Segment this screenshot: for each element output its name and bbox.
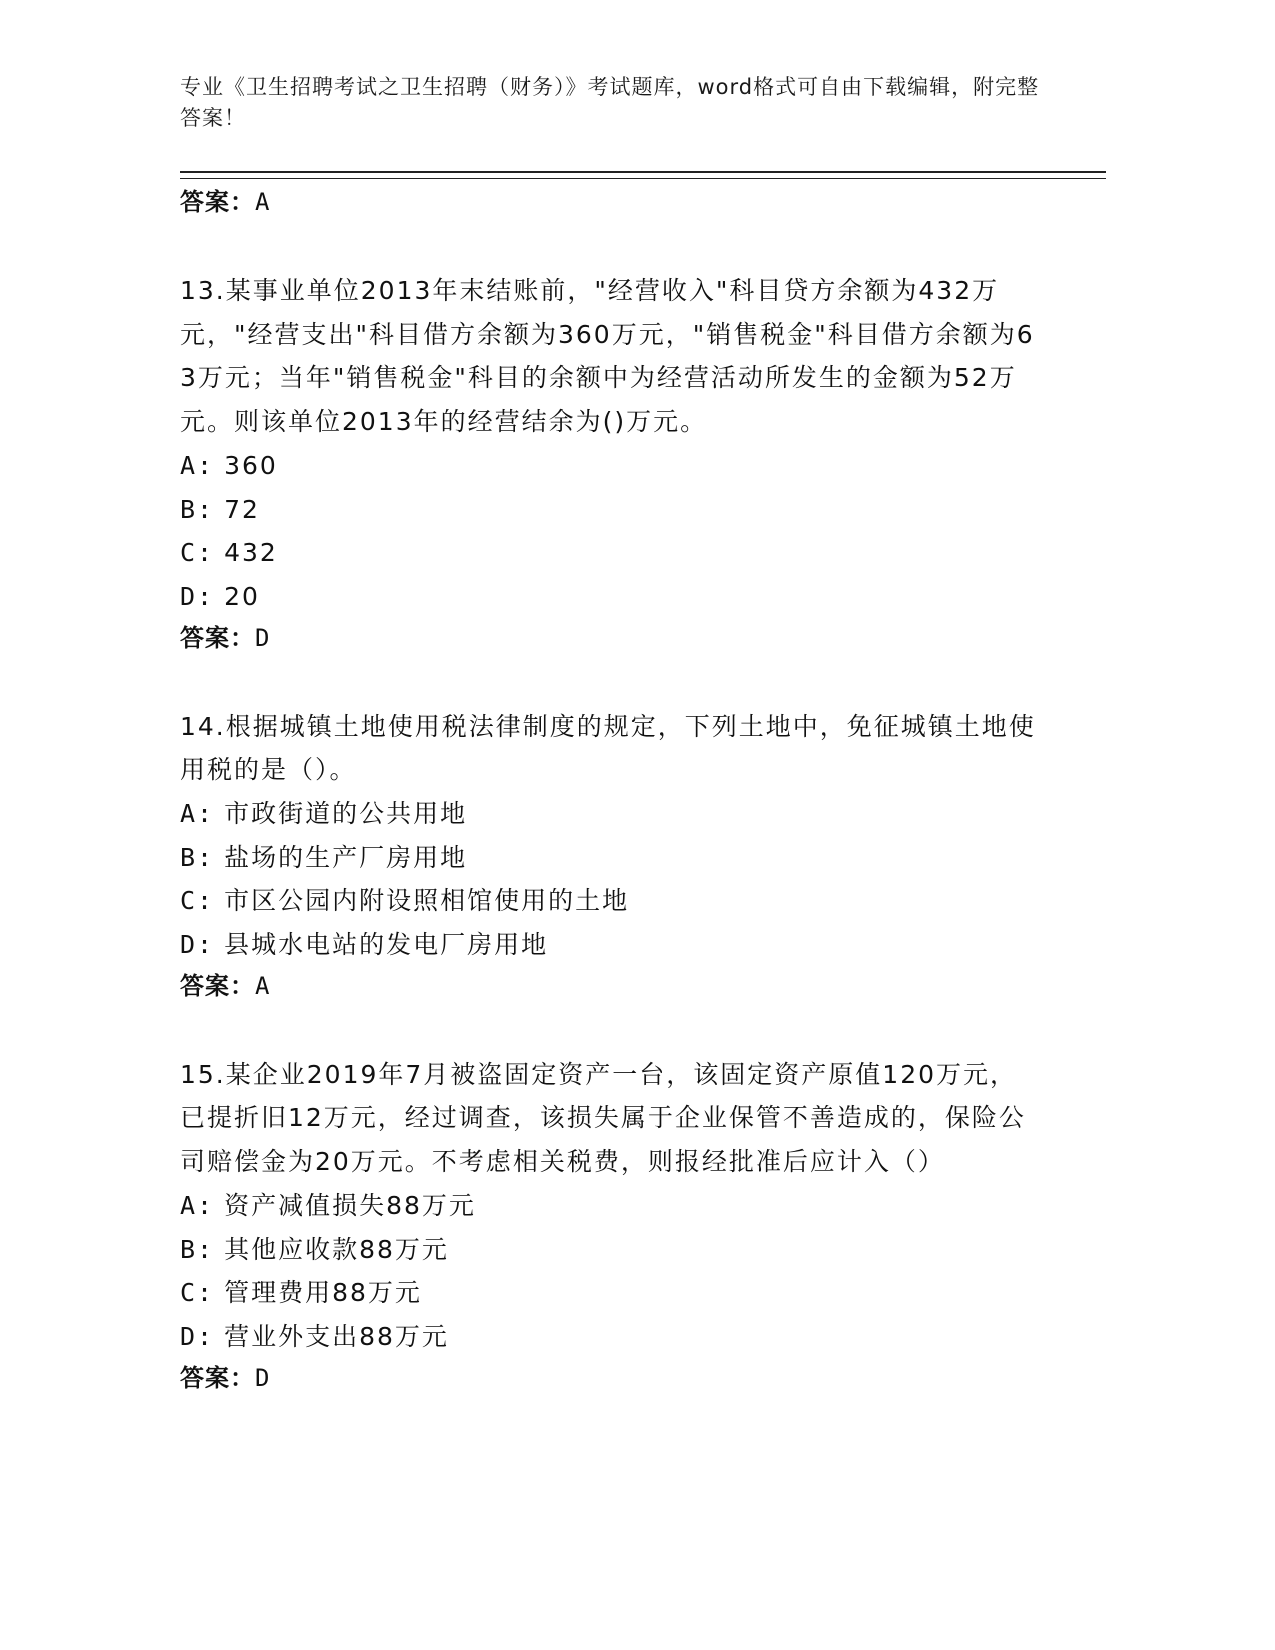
answer-label: 答案： (180, 971, 255, 1000)
option-letter: D: (180, 581, 215, 611)
question-answer (180, 619, 1040, 657)
option-b (180, 1228, 1040, 1272)
header-text: 专业《卫生招聘考试之卫生招聘（财务）》考试题库，word格式可自由下载编辑，附完整答案！ (180, 75, 1040, 130)
option-letter: C: (180, 886, 215, 916)
option-text: 360 (224, 450, 278, 480)
option-text: 县城水电站的发电厂房用地 (224, 930, 549, 960)
option-text: 管理费用88万元 (224, 1278, 422, 1308)
option-letter: A: (180, 798, 215, 828)
option-letter: B: (180, 1234, 215, 1264)
answer-value: D (255, 623, 271, 652)
page-header (180, 72, 1040, 134)
option-a (180, 1184, 1040, 1228)
option-text: 盐场的生产厂房用地 (224, 842, 468, 872)
option-a (180, 792, 1040, 836)
option-letter: A: (180, 450, 215, 480)
answer-label: 答案： (180, 1363, 255, 1392)
answer-label: 答案： (180, 623, 255, 652)
option-text: 资产减值损失88万元 (224, 1190, 476, 1220)
option-letter: D: (180, 1321, 215, 1351)
question-stem: 15.某企业2019年7月被盗固定资产一台，该固定资产原值120万元，已提折旧12万元，经过调查，该损失属于企业保管不善造成的，保险公司赔偿金为20万元。不考虑相关税费，则报经批准后应计入（） (180, 1059, 1026, 1177)
header-divider (180, 171, 1106, 179)
option-text: 市政街道的公共用地 (224, 798, 468, 828)
option-letter: B: (180, 842, 215, 872)
option-text: 市区公园内附设照相馆使用的土地 (224, 886, 630, 916)
answer-value: A (255, 971, 271, 1000)
option-c (180, 531, 1040, 575)
question-stem: 14.根据城镇土地使用税法律制度的规定，下列土地中，免征城镇土地使用税的是（）。 (180, 711, 1036, 785)
option-b (180, 488, 1040, 532)
option-c (180, 1271, 1040, 1315)
option-b (180, 836, 1040, 880)
question-15 (180, 1053, 1040, 1397)
answer-label: 答案： (180, 188, 255, 216)
question-list (180, 183, 1040, 1397)
answer-value: A (255, 188, 271, 216)
question-14 (180, 705, 1040, 1005)
option-c (180, 879, 1040, 923)
option-letter: C: (180, 1278, 215, 1308)
option-letter: C: (180, 538, 215, 568)
option-text: 72 (224, 494, 260, 524)
option-d (180, 575, 1040, 619)
option-d (180, 1315, 1040, 1359)
option-letter: A: (180, 1190, 215, 1220)
option-text: 其他应收款88万元 (224, 1234, 449, 1264)
option-d (180, 923, 1040, 967)
option-a (180, 444, 1040, 488)
question-answer (180, 1359, 1040, 1397)
option-letter: D: (180, 930, 215, 960)
question-stem: 13.某事业单位2013年末结账前，"经营收入"科目贷方余额为432万元，"经营支出"科目借方余额为360万元，"销售税金"科目借方余额为63万元；当年"销售税金"科目的余额中为经营活动所发生的金额为52万元。则该单位2013年的经营结余为()万元。 (180, 276, 1035, 437)
question-answer (180, 967, 1040, 1005)
previous-answer (180, 183, 1040, 221)
option-text: 营业外支出88万元 (224, 1321, 449, 1351)
question-13 (180, 269, 1040, 657)
option-text: 20 (224, 581, 260, 611)
option-letter: B: (180, 494, 215, 524)
option-text: 432 (224, 538, 278, 568)
answer-value: D (255, 1363, 271, 1392)
